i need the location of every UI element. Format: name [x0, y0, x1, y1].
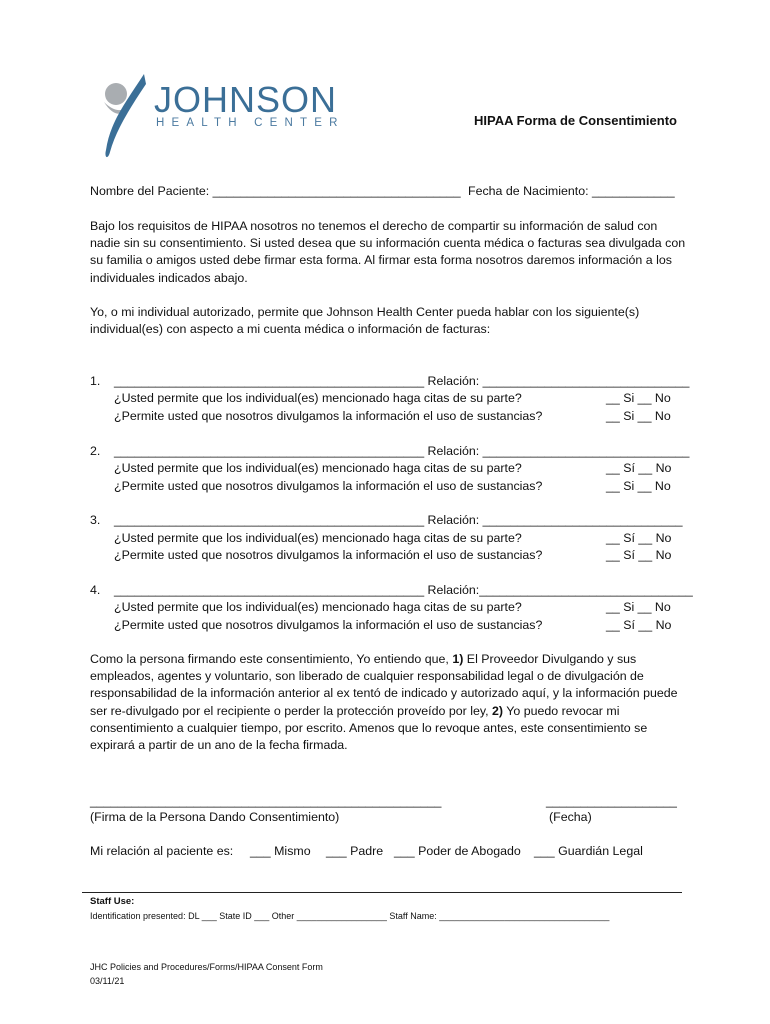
appointments-question: ¿Usted permite que los individual(es) mencionado haga citas de su parte? — [114, 461, 522, 475]
appointments-yes-no[interactable]: __ Si __ No — [606, 600, 671, 614]
relation-option-parent[interactable]: ___ Padre — [326, 844, 384, 858]
substance-use-question: ¿Permite usted que nosotros divulgamos la información el uso de sustancias? — [114, 409, 543, 423]
consent-paragraph — [90, 651, 690, 754]
relation-option-legal-guardian[interactable]: ___ Guardián Legal — [534, 844, 643, 858]
entry-number: 4. — [90, 583, 101, 597]
consent-marker-2: 2) — [492, 703, 504, 718]
signature-line[interactable]: ___________________________________________________ — [90, 794, 442, 808]
entry-number: 2. — [90, 444, 101, 458]
appointments-question: ¿Usted permite que los individual(es) mencionado haga citas de su parte? — [114, 600, 522, 614]
consent-text-part-2: El Proveedor Divulgando y sus empleados, agentes y voluntario, son liberado de cualquier responsabilidad legal o de divulgación de responsabilidad de la información anterior al ex tentó de indicado y autorizado aquí, y la información puede ser re-divulgado por el recipiente o perder la protección proveído por ley, — [90, 652, 678, 718]
footer-date: 03/11/21 — [90, 976, 125, 986]
date-of-birth-field[interactable]: Fecha de Nacimiento: ____________ — [468, 184, 675, 198]
consent-text-part-3: Yo puedo revocar mi consentimiento a cualquier tiempo, por escrito. Amenos que lo revoque antes, este consentimiento se expirará a partir de un ano de la fecha firmada. — [90, 703, 648, 753]
individual-name-relation-field[interactable]: _____________________________________________ Relación: _____________________________ — [114, 513, 683, 527]
entry-number: 1. — [90, 374, 101, 388]
individual-name-relation-field[interactable]: _____________________________________________ Relación:_______________________________ — [114, 583, 693, 597]
substance-use-yes-no[interactable]: __ Si __ No — [606, 479, 671, 493]
appointments-yes-no[interactable]: __ Si __ No — [606, 391, 671, 405]
relation-option-self[interactable]: ___ Mismo — [250, 844, 311, 858]
substance-use-yes-no[interactable]: __ Sí __ No — [606, 618, 672, 632]
appointments-yes-no[interactable]: __ Sí __ No — [606, 531, 672, 545]
logo-swoosh-icon — [96, 72, 156, 162]
signature-label: (Firma de la Persona Dando Consentimiento) — [90, 810, 340, 824]
relation-label: Mi relación al paciente es: — [90, 844, 234, 858]
substance-use-yes-no[interactable]: __ Sí __ No — [606, 548, 672, 562]
entry-number: 3. — [90, 513, 101, 527]
relation-option-power-of-attorney[interactable]: ___ Poder de Abogado — [394, 844, 521, 858]
individual-name-relation-field[interactable]: _____________________________________________ Relación: ______________________________ — [114, 444, 690, 458]
footer-policy-path: JHC Policies and Procedures/Forms/HIPAA Consent Form — [90, 962, 323, 972]
form-title: HIPAA Forma de Consentimiento — [474, 113, 677, 128]
appointments-yes-no[interactable]: __ Sí __ No — [606, 461, 672, 475]
logo-wordmark: JOHNSON — [154, 79, 338, 120]
date-label: (Fecha) — [549, 810, 592, 824]
substance-use-question: ¿Permite usted que nosotros divulgamos la información el uso de sustancias? — [114, 618, 543, 632]
patient-name-field[interactable]: Nombre del Paciente: ____________________________________ — [90, 184, 461, 198]
johnson-health-center-logo — [96, 72, 345, 162]
appointments-question: ¿Usted permite que los individual(es) mencionado haga citas de su parte? — [114, 531, 522, 545]
staff-use-heading: Staff Use: — [90, 896, 135, 907]
staff-identification-line[interactable]: Identification presented: DL ___ State ID ___ Other __________________ Staff Name: __________________________________ — [90, 911, 610, 921]
individual-name-relation-field[interactable]: _____________________________________________ Relación: ______________________________ — [114, 374, 690, 388]
staff-divider — [82, 892, 682, 893]
date-line[interactable]: ___________________ — [546, 794, 677, 808]
authorization-paragraph: Yo, o mi individual autorizado, permite que Johnson Health Center pueda hablar con los siguiente(s) individual(es) con aspecto a mi cuenta médica o información de facturas: — [90, 305, 640, 337]
substance-use-question: ¿Permite usted que nosotros divulgamos la información el uso de sustancias? — [114, 548, 543, 562]
appointments-question: ¿Usted permite que los individual(es) mencionado haga citas de su parte? — [114, 391, 522, 405]
intro-paragraph: Bajo los requisitos de HIPAA nosotros no tenemos el derecho de compartir su información de salud con nadie sin su consentimiento. Si usted desea que su información cuenta médica o facturas sea divulgada con su familia o amigos usted debe firmar esta forma. Al firmar esta forma nosotros daremos información a los individuales indicados abajo. — [90, 219, 686, 285]
consent-marker-1: 1) — [452, 652, 464, 666]
substance-use-yes-no[interactable]: __ Si __ No — [606, 409, 671, 423]
substance-use-question: ¿Permite usted que nosotros divulgamos la información el uso de sustancias? — [114, 479, 543, 493]
consent-text-part-1: Como la persona firmando este consentimiento, Yo entiendo que, — [90, 652, 453, 666]
logo-subtitle: HEALTH CENTER — [156, 117, 345, 129]
